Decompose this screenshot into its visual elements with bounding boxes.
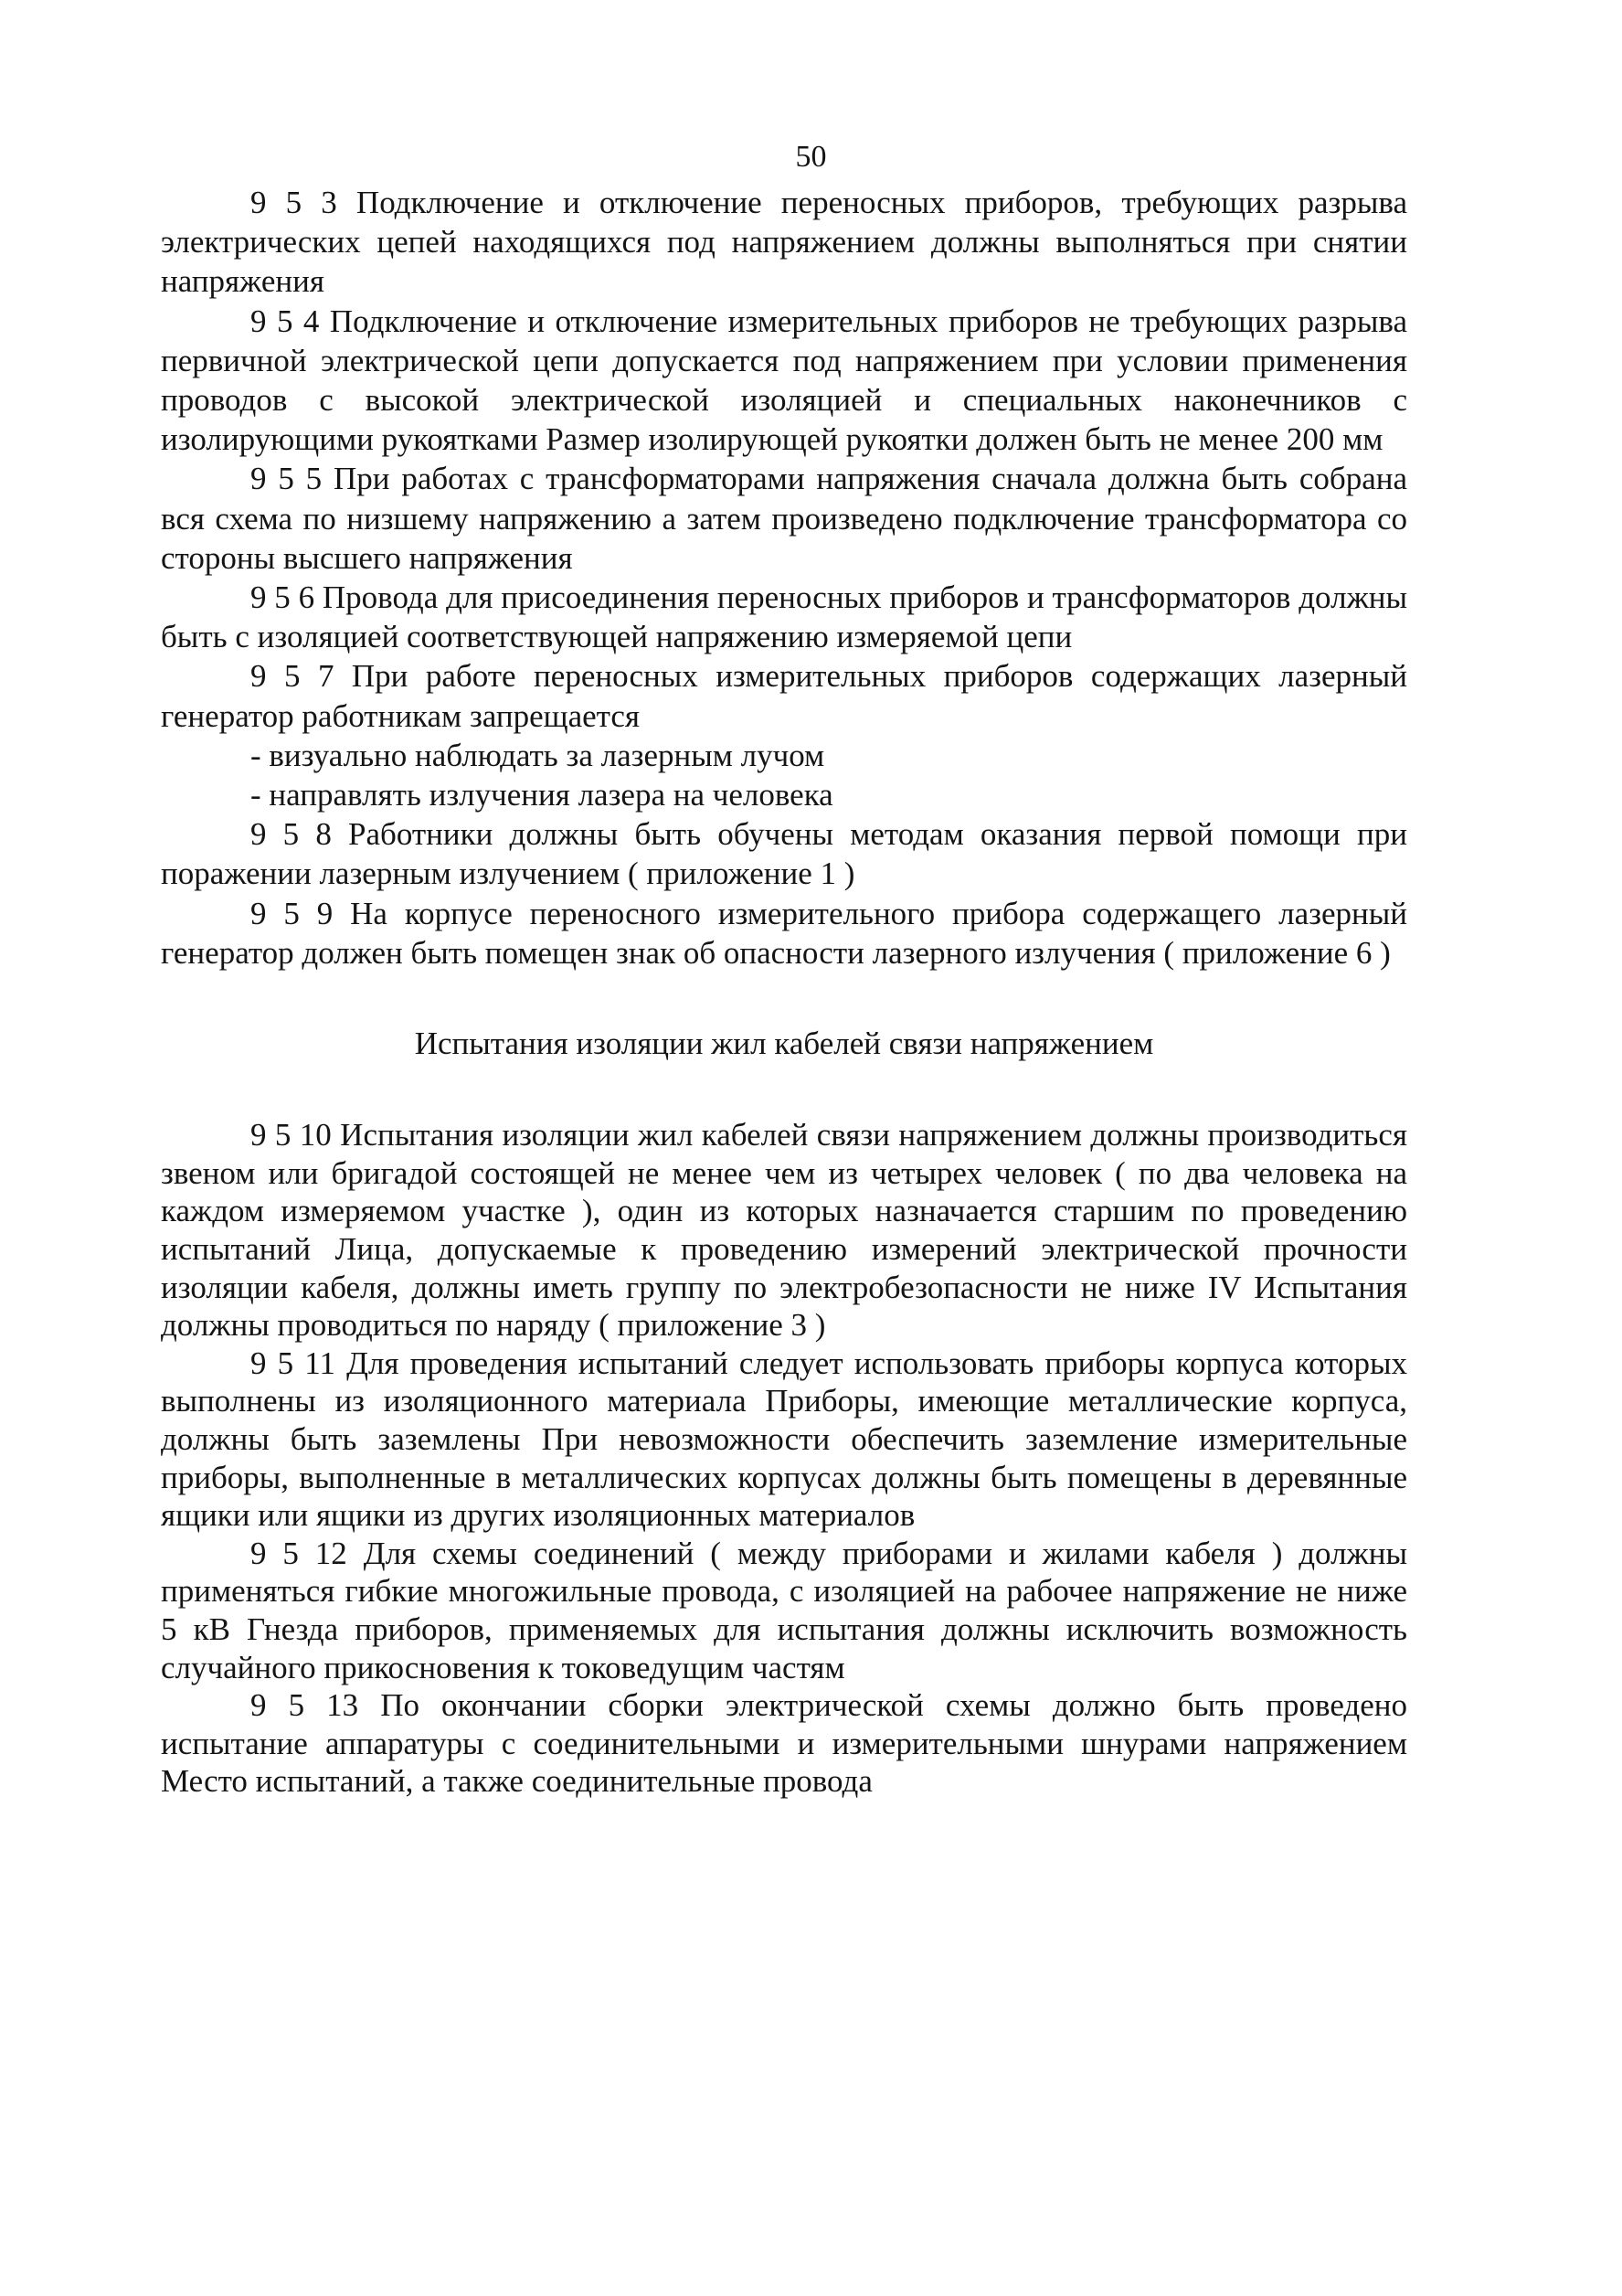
- paragraph-9-5-6: 9 5 6 Провода для присоединения переносных приборов и трансформаторов должны быть с изоляцией соответствующей напряжению измеряемой цепи: [161, 579, 1407, 655]
- prohibition-item-laser-direction: - направлять излучения лазера на человека: [250, 777, 833, 813]
- prohibition-item-laser-beam: - визуально наблюдать за лазерным лучом: [250, 737, 825, 773]
- paragraph-9-5-7: 9 5 7 При работе переносных измерительных приборов содержащих лазерный генератор работникам запрещается: [161, 658, 1407, 734]
- paragraph-9-5-11: 9 5 11 Для проведения испытаний следует использовать приборы корпуса которых выполнены из изоляционного материала Приборы, имеющие металлические корпуса, должны быть заземлены При невозможности обеспечить заземление измерительные приборы, выполненные в металлических корпусах должны быть помещены в деревянные ящики или ящики из других изоляционных материалов: [161, 1345, 1407, 1534]
- paragraph-9-5-13: 9 5 13 По окончании сборки электрической схемы должно быть проведено испытание аппаратуры с соединительными и измерительными шнурами напряжением Место испытаний, а также соединительные провода: [161, 1687, 1407, 1800]
- page-number: 50: [795, 140, 827, 174]
- document-body: [161, 183, 1407, 1801]
- paragraph-9-5-3: 9 5 3 Подключение и отключение переносных приборов, требующих разрыва электрических цепей находящихся под напряжением должны выполняться при снятии напряжения: [161, 185, 1407, 300]
- paragraph-9-5-12: 9 5 12 Для схемы соединений ( между приборами и жилами кабеля ) должны применяться гибкие многожильные провода, с изоляцией на рабочее напряжение не ниже 5 кВ Гнезда приборов, применяемых для испытания должны исключить возможность случайного прикосновения к токоведущим частям: [161, 1535, 1407, 1685]
- section-heading: Испытания изоляции жил кабелей связи напряжением: [414, 1026, 1154, 1062]
- paragraph-9-5-9: 9 5 9 На корпусе переносного измерительного прибора содержащего лазерный генератор должен быть помещен знак об опасности лазерного излучения ( приложение 6 ): [161, 895, 1407, 971]
- paragraph-9-5-5: 9 5 5 При работах с трансформаторами напряжения сначала должна быть собрана вся схема по низшему напряжению а затем произведено подключение трансформатора со стороны высшего напряжения: [161, 461, 1407, 576]
- paragraph-9-5-8: 9 5 8 Работники должны быть обучены методам оказания первой помощи при поражении лазерным излучением ( приложение 1 ): [161, 816, 1407, 892]
- paragraph-9-5-4: 9 5 4 Подключение и отключение измерительных приборов не требующих разрыва первичной электрической цепи допускается под напряжением при условии применения проводов с высокой электрической изоляцией и специальных наконечников с изолирующими рукоятками Размер изолирующей рукоятки должен быть не менее 200 мм: [161, 303, 1407, 458]
- paragraph-9-5-10: 9 5 10 Испытания изоляции жил кабелей связи напряжением должны производиться звеном или бригадой состоящей не менее чем из четырех человек ( по два человека на каждом измеряемом участке ), один из которых назначается старшим по проведению испытаний Лица, допускаемые к проведению измерений электрической прочности изоляции кабеля, должны иметь группу по электробезопасности не ниже IV Испытания должны проводиться по наряду ( приложение 3 ): [161, 1117, 1407, 1344]
